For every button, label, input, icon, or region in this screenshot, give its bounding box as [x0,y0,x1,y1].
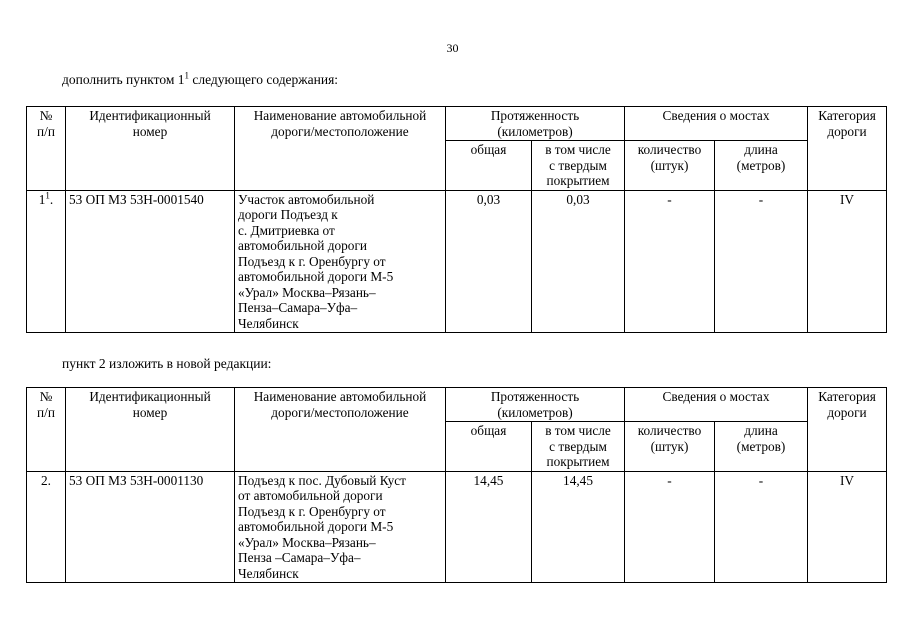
bridges-count: - [625,190,715,333]
header-category: Категория дороги [808,388,887,472]
roads-table-2 [26,387,887,583]
header-bridges-count: количество (штук) [625,141,715,191]
header-name: Наименование автомобильной дороги/местоположение [235,107,446,191]
header-num: № п/п [27,107,66,191]
road-category: IV [808,190,887,333]
bridges-count: - [625,471,715,583]
header-bridges-count: количество (штук) [625,422,715,472]
length-paved: 0,03 [532,190,625,333]
road-category: IV [808,471,887,583]
header-num: № п/п [27,388,66,472]
bridges-length: - [715,471,808,583]
bridges-length: - [715,190,808,333]
amendment-intro-2: пункт 2 изложить в новой редакции: [62,356,272,371]
header-id: Идентификационный номер [66,388,235,472]
header-bridges-length: длина (метров) [715,141,808,191]
header-length: Протяженность (километров) [446,388,625,422]
table-row [27,190,887,333]
header-category: Категория дороги [808,107,887,191]
header-length-paved: в том числе с твердым покрытием [532,141,625,191]
table-row [27,471,887,583]
road-id: 53 ОП МЗ 53Н-0001130 [66,471,235,583]
length-total: 0,03 [446,190,532,333]
header-length-paved: в том числе с твердым покрытием [532,422,625,472]
header-bridges-length: длина (метров) [715,422,808,472]
road-name: Участок автомобильной дороги Подъезд к с. Дмитриевка от автомобильной дороги Подъезд к г. Оренбургу от автомобильной дороги М-5 «Урал» Москва–Рязань– Пенза–Самара–Уфа– Челябинск [235,190,446,333]
page-number: 30 [446,41,459,55]
row-number: $1^1$. [27,190,66,333]
header-id: Идентификационный номер [66,107,235,191]
header-bridges: Сведения о мостах [625,107,808,141]
header-length-total: общая [446,141,532,191]
header-name: Наименование автомобильной дороги/местоположение [235,388,446,472]
amendment-intro-1: дополнить пунктом $1^1$ следующего содержания: [62,70,339,87]
header-length: Протяженность (километров) [446,107,625,141]
roads-table-1 [26,106,887,333]
header-length-total: общая [446,422,532,472]
road-id: 53 ОП МЗ 53Н-0001540 [66,190,235,333]
header-bridges: Сведения о мостах [625,388,808,422]
road-name: Подъезд к пос. Дубовый Куст от автомобильной дороги Подъезд к г. Оренбургу от автомобильной дороги М-5 «Урал» Москва–Рязань– Пенза –Самара–Уфа– Челябинск [235,471,446,583]
length-paved: 14,45 [532,471,625,583]
row-number: 2. [27,471,66,583]
length-total: 14,45 [446,471,532,583]
